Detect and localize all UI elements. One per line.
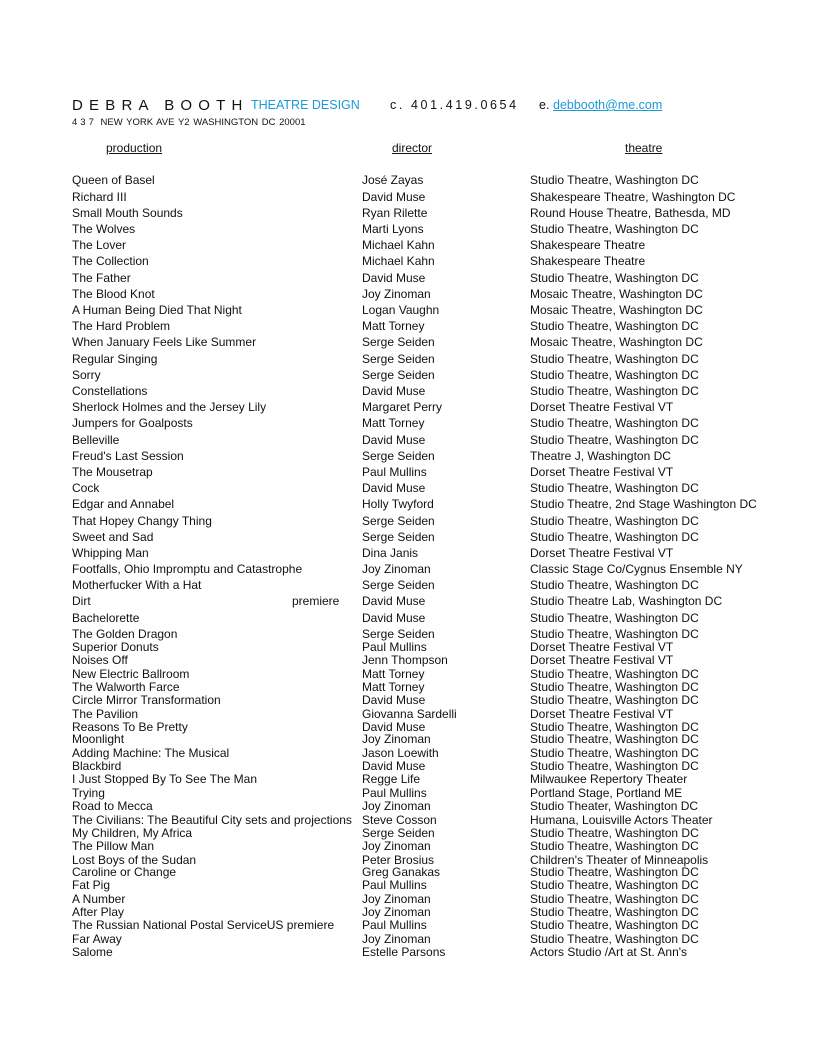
production-row [0,707,820,721]
production-row [0,287,820,301]
production-title: Blackbird [72,759,122,773]
director-name: David Muse [362,759,426,773]
theatre-name: Studio Theatre, Washington DC [530,173,699,187]
production-row [0,945,820,959]
theatre-name: Studio Theatre, Washington DC [530,627,699,641]
production-row [0,918,820,932]
production-row [0,254,820,268]
director-name: Paul Mullins [362,640,427,654]
theatre-name: Dorset Theatre Festival VT [530,640,674,654]
production-title: Freud's Last Session [72,449,184,463]
theatre-name: Dorset Theatre Festival VT [530,653,674,667]
production-row [0,303,820,317]
production-title: Sorry [72,368,101,382]
production-title: That Hopey Changy Thing [72,514,212,528]
production-title: Constellations [72,384,148,398]
director-name: Serge Seiden [362,449,435,463]
production-row [0,352,820,366]
director-name: Michael Kahn [362,254,435,268]
production-row [0,530,820,544]
director-name: Paul Mullins [362,918,427,932]
director-name: Joy Zinoman [362,932,431,946]
director-name: Joy Zinoman [362,839,431,853]
theatre-name: Theatre J, Washington DC [530,449,671,463]
theatre-name: Dorset Theatre Festival VT [530,465,674,479]
production-title: After Play [72,905,125,919]
theatre-name: Studio Theatre, Washington DC [530,918,699,932]
production-title: Footfalls, Ohio Impromptu and Catastrophe [72,562,303,576]
director-name: Joy Zinoman [362,892,431,906]
theatre-name: Studio Theatre, Washington DC [530,878,699,892]
theatre-name: Studio Theatre Lab, Washington DC [530,594,723,608]
production-row [0,546,820,560]
theatre-name: Studio Theatre, Washington DC [530,481,699,495]
director-name: Jenn Thompson [362,653,448,667]
production-row [0,384,820,398]
production-row [0,640,820,654]
production-row [0,514,820,528]
director-name: Ryan Rilette [362,206,428,220]
theatre-name: Studio Theatre, Washington DC [530,433,699,447]
director-name: David Muse [362,190,426,204]
production-title: Small Mouth Sounds [72,206,183,220]
director-column-header: director [392,141,433,155]
director-name: Holly Twyford [362,497,434,511]
production-row [0,627,820,641]
director-name: Matt Torney [362,667,425,681]
production-title: Road to Mecca [72,799,153,813]
production-title: Dirt [72,594,91,608]
designer-name: DEBRA BOOTH [72,97,249,114]
production-title: My Children, My Africa [72,826,193,840]
resume-header [72,97,772,115]
production-row [0,173,820,187]
theatre-name: Studio Theatre, Washington DC [530,865,699,879]
director-name: David Muse [362,384,426,398]
production-row [0,433,820,447]
production-row [0,335,820,349]
production-title: I Just Stopped By To See The Man [72,772,258,786]
production-note: premiere [292,594,340,608]
production-title: Queen of Basel [72,173,155,187]
director-name: Margaret Perry [362,400,443,414]
theatre-name: Studio Theatre, Washington DC [530,693,699,707]
director-name: Joy Zinoman [362,732,431,746]
production-row [0,497,820,511]
director-name: Serge Seiden [362,627,435,641]
production-title: Sweet and Sad [72,530,154,544]
theatre-name: Actors Studio /Art at St. Ann's [530,945,688,959]
production-row [0,611,820,625]
theatre-name: Studio Theatre, Washington DC [530,416,699,430]
production-title: Superior Donuts [72,640,159,654]
director-name: Estelle Parsons [362,945,446,959]
theatre-name: Studio Theater, Washington DC [530,799,699,813]
production-title: The Lover [72,238,127,252]
theatre-name: Studio Theatre, Washington DC [530,892,699,906]
production-title: Sherlock Holmes and the Jersey Lily [72,400,267,414]
director-name: Serge Seiden [362,530,435,544]
production-title: Caroline or Change [72,865,177,879]
director-name: David Muse [362,594,426,608]
production-row [0,465,820,479]
director-name: Paul Mullins [362,878,427,892]
theatre-name: Studio Theatre, Washington DC [530,530,699,544]
production-title: Cock [72,481,100,495]
production-title: When January Feels Like Summer [72,335,257,349]
production-title: Moonlight [72,732,125,746]
production-row [0,368,820,382]
production-row [0,667,820,681]
production-title: The Russian National Postal ServiceUS premiere [72,918,335,932]
production-title: Bachelorette [72,611,140,625]
production-title: The Golden Dragon [72,627,178,641]
theatre-name: Studio Theatre, Washington DC [530,667,699,681]
director-name: Joy Zinoman [362,799,431,813]
director-name: David Muse [362,271,426,285]
theatre-name: Studio Theatre, 2nd Stage Washington DC [530,497,757,511]
director-name: Serge Seiden [362,514,435,528]
director-name: Matt Torney [362,319,425,333]
street-address [72,117,306,128]
production-row [0,449,820,463]
director-name: David Muse [362,433,426,447]
theatre-name: Studio Theatre, Washington DC [530,368,699,382]
production-row [0,416,820,430]
production-title: Regular Singing [72,352,158,366]
production-title: Richard III [72,190,127,204]
production-title: The Mousetrap [72,465,153,479]
address-street-city: NEW YORK AVE Y2 WASHINGTON DC 20001 [100,117,306,128]
theatre-name: Studio Theatre, Washington DC [530,746,699,760]
theatre-name: Studio Theatre, Washington DC [530,720,699,734]
theatre-name: Shakespeare Theatre [530,254,646,268]
production-column-header: production [106,141,163,155]
theatre-name: Dorset Theatre Festival VT [530,400,674,414]
production-title: Belleville [72,433,120,447]
production-title: Lost Boys of the Sudan [72,853,197,867]
theatre-name: Mosaic Theatre, Washington DC [530,335,703,349]
production-title: Far Away [72,932,122,946]
production-row [0,222,820,236]
director-name: David Muse [362,481,426,495]
production-row [0,578,820,592]
production-row [0,190,820,204]
production-title: Jumpers for Goalposts [72,416,193,430]
theatre-name: Studio Theatre, Washington DC [530,732,699,746]
email-prefix: e. [539,98,550,112]
theatre-column-header: theatre [625,141,663,155]
theatre-name: Studio Theatre, Washington DC [530,759,699,773]
production-title: New Electric Ballroom [72,667,190,681]
production-title: The Wolves [72,222,136,236]
production-title: The Pillow Man [72,839,155,853]
director-name: Peter Brosius [362,853,435,867]
director-name: Serge Seiden [362,368,435,382]
production-title: Motherfucker With a Hat [72,578,202,592]
director-name: Steve Cosson [362,813,437,827]
production-row [0,693,820,707]
director-name: Joy Zinoman [362,287,431,301]
theatre-name: Studio Theatre, Washington DC [530,514,699,528]
director-name: Serge Seiden [362,352,435,366]
theatre-name: Milwaukee Repertory Theater [530,772,688,786]
theatre-name: Studio Theatre, Washington DC [530,352,699,366]
production-title: Noises Off [72,653,128,667]
production-title: The Blood Knot [72,287,155,301]
discipline-title: THEATRE DESIGN [251,98,360,112]
theatre-name: Children's Theater of Minneapolis [530,853,709,867]
production-row [0,772,820,786]
director-name: Dina Janis [362,546,419,560]
production-title: A Human Being Died That Night [72,303,242,317]
theatre-name: Mosaic Theatre, Washington DC [530,303,703,317]
theatre-name: Studio Theatre, Washington DC [530,826,699,840]
director-name: Giovanna Sardelli [362,707,457,721]
production-title: The Walworth Farce [72,680,180,694]
director-name: Paul Mullins [362,786,427,800]
production-title: Whipping Man [72,546,149,560]
theatre-name: Studio Theatre, Washington DC [530,680,699,694]
production-title: A Number [72,892,126,906]
production-row [0,732,820,746]
production-row [0,206,820,220]
director-name: Regge Life [362,772,421,786]
theatre-name: Mosaic Theatre, Washington DC [530,287,703,301]
production-title: Trying [72,786,105,800]
director-name: Serge Seiden [362,578,435,592]
production-title: Adding Machine: The Musical [72,746,230,760]
theatre-name: Shakespeare Theatre, Washington DC [530,190,736,204]
director-name: Michael Kahn [362,238,435,252]
production-title: The Hard Problem [72,319,171,333]
theatre-name: Studio Theatre, Washington DC [530,932,699,946]
production-title: Fat Pig [72,878,111,892]
production-row [0,746,820,760]
theatre-name: Portland Stage, Portland ME [530,786,683,800]
production-row [0,271,820,285]
director-name: Logan Vaughn [362,303,440,317]
address-number: 437 [72,117,97,128]
director-name: Joy Zinoman [362,905,431,919]
director-name: David Muse [362,720,426,734]
production-title: Reasons To Be Pretty [72,720,188,734]
theatre-name: Studio Theatre, Washington DC [530,384,699,398]
production-row [0,400,820,414]
theatre-name: Shakespeare Theatre [530,238,646,252]
production-row [0,680,820,694]
production-title: Salome [72,945,113,959]
production-title: The Father [72,271,131,285]
production-row [0,594,820,608]
director-name: Joy Zinoman [362,562,431,576]
theatre-name: Humana, Louisville Actors Theater [530,813,713,827]
production-title: The Pavilion [72,707,139,721]
theatre-name: Round House Theatre, Bathesda, MD [530,206,731,220]
theatre-name: Studio Theatre, Washington DC [530,319,699,333]
director-name: Marti Lyons [362,222,424,236]
theatre-name: Dorset Theatre Festival VT [530,546,674,560]
production-row [0,481,820,495]
director-name: Matt Torney [362,680,425,694]
production-row [0,878,820,892]
theatre-name: Classic Stage Co/Cygnus Ensemble NY [530,562,743,576]
production-row [0,759,820,773]
director-name: Paul Mullins [362,465,427,479]
production-row [0,786,820,800]
production-row [0,799,820,813]
production-row [0,238,820,252]
director-name: José Zayas [362,173,424,187]
director-name: Jason Loewith [362,746,439,760]
production-row [0,905,820,919]
production-row [0,865,820,879]
production-row [0,653,820,667]
director-name: Serge Seiden [362,335,435,349]
production-row [0,562,820,576]
production-title: The Collection [72,254,149,268]
production-title: Edgar and Annabel [72,497,175,511]
director-name: Serge Seiden [362,826,435,840]
production-row [0,319,820,333]
production-row [0,932,820,946]
production-title: The Civilians: The Beautiful City sets and projections [72,813,352,827]
director-name: Greg Ganakas [362,865,441,879]
production-row [0,813,820,827]
production-row [0,892,820,906]
theatre-name: Dorset Theatre Festival VT [530,707,674,721]
theatre-name: Studio Theatre, Washington DC [530,271,699,285]
director-name: David Muse [362,611,426,625]
production-row [0,839,820,853]
theatre-name: Studio Theatre, Washington DC [530,905,699,919]
director-name: Matt Torney [362,416,425,430]
theatre-name: Studio Theatre, Washington DC [530,222,699,236]
theatre-name: Studio Theatre, Washington DC [530,611,699,625]
phone-number: c. 401.419.0654 [390,98,519,112]
production-title: Circle Mirror Transformation [72,693,221,707]
director-name: David Muse [362,693,426,707]
theatre-name: Studio Theatre, Washington DC [530,578,699,592]
production-row [0,826,820,840]
theatre-name: Studio Theatre, Washington DC [530,839,699,853]
email-link[interactable]: debbooth@me.com [553,98,663,112]
